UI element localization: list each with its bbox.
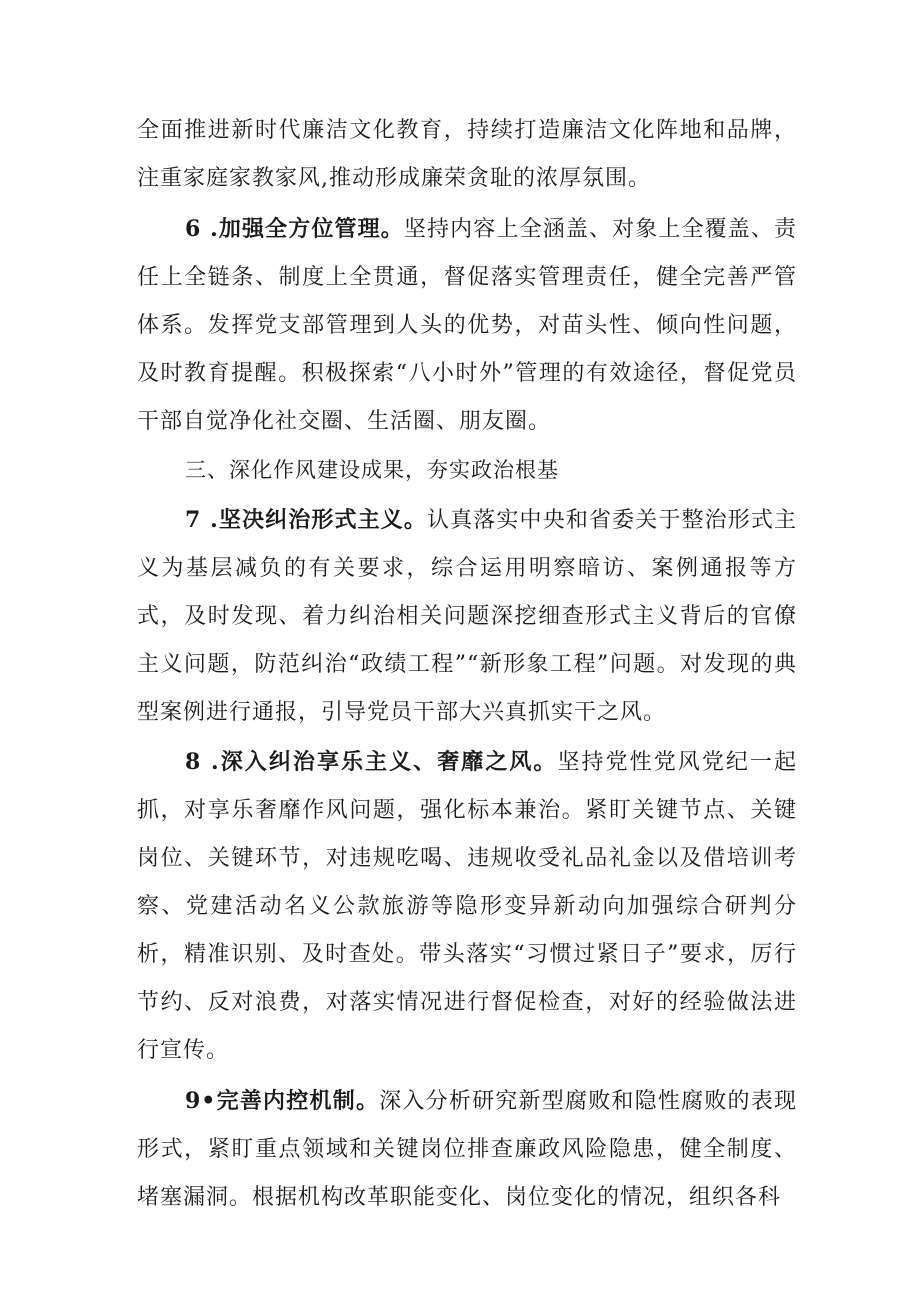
item-6-paragraph	[137, 205, 797, 446]
item-8-body: 坚持党性党风党纪一起抓，对享乐奢靡作风问题，强化标本兼治。紧盯关键节点、关键岗位、关键环节，对违规吃喝、违规收受礼品礼金以及借培训考察、党建活动名义公款旅游等隐形变异新动向加强综合研判分析，精准识别、及时查处。带头落实“习惯过紧日子”要求，厉行节约、反对浪费，对落实情况进行督促检查，对好的经验做法进行宣传。	[137, 750, 797, 1063]
item-6-heading: 6 .加强全方位管理。	[185, 216, 404, 242]
intro-paragraph-text: 全面推进新时代廉洁文化教育，持续打造廉洁文化阵地和品牌，注重家庭家教家风,推动形成廉荣贪耻的浓厚氛围。	[137, 118, 797, 191]
section-3-heading: 三、深化作风建设成果，夯实政治根基	[185, 458, 559, 482]
item-7-body: 认真落实中央和省委关于整治形式主义为基层减负的有关要求，综合运用明察暗访、案例通报等方式，及时发现、着力纠治相关问题深挖细查形式主义背后的官僚主义问题，防范纠治“政绩工程”“新形象工程”问题。对发现的典型案例进行通报，引导党员干部大兴真抓实干之风。	[137, 508, 797, 725]
item-7-heading: 7 .坚决纠治形式主义。	[185, 507, 428, 533]
item-9-heading: 9•完善内控机制。	[185, 1088, 380, 1114]
item-6-body: 坚持内容上全涵盖、对象上全覆盖、责任上全链条、制度上全贯通，督促落实管理责任，健全完善严管体系。发挥党支部管理到人头的优势，对苗头性、倾向性问题，及时教育提醒。积极探索“八小时外”管理的有效途径，督促党员干部自觉净化社交圈、生活圈、朋友圈。	[137, 217, 797, 434]
item-9-body: 深入分析研究新型腐败和隐性腐败的表现形式，紧盯重点领域和关键岗位排查廉政风险隐患，健全制度、堵塞漏洞。根据机构改革职能变化、岗位变化的情况，组织各科	[137, 1089, 797, 1210]
item-8-heading: 8 .深入纠治享乐主义、奢靡之风。	[185, 749, 558, 775]
item-8-paragraph	[137, 738, 797, 1075]
intro-paragraph	[137, 107, 797, 203]
item-7-paragraph	[137, 496, 797, 737]
item-9-paragraph	[137, 1077, 797, 1222]
